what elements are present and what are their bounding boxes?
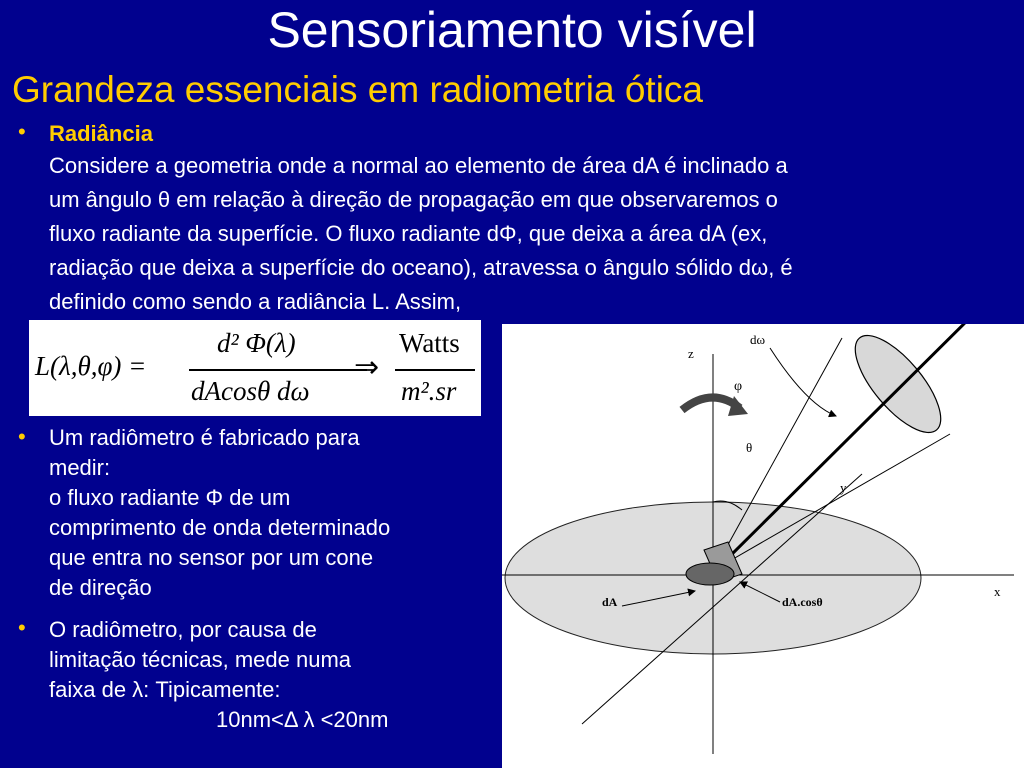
bullet-3-text (49, 618, 388, 738)
geometry-diagram (502, 324, 1024, 768)
bullet-1-line-2: um ângulo θ em relação à direção de propagação em que observaremos o (49, 187, 778, 212)
bullet-2-line-4: comprimento de onda determinado (49, 515, 391, 540)
bullet-3-range: 10nm<Δ λ <20nm (216, 707, 389, 732)
bullet-1-line-4: radiação que deixa a superfície do oceano), atravessa o ângulo sólido dω, é (49, 255, 793, 280)
bullet-2-marker: • (18, 424, 26, 449)
bullet-3-line-1: O radiômetro, por causa de (49, 617, 317, 642)
formula-unit-bar (395, 369, 475, 371)
label-dA: dA (602, 595, 618, 609)
bullet-3-line-3: faixa de λ: Tipicamente: (49, 677, 281, 702)
radiance-geometry-figure (502, 324, 1024, 768)
bullet-2-line-1: Um radiômetro é fabricado para (49, 425, 360, 450)
formula-numerator: d² Φ(λ) (217, 328, 296, 358)
domega-arrow (770, 348, 836, 416)
formula-unit-numerator: Watts (399, 328, 460, 358)
label-domega: dω (750, 332, 766, 347)
bullet-1-line-5: definido como sendo a radiância L. Assim, (49, 289, 462, 314)
bullet-3-line-2: limitação técnicas, mede numa (49, 647, 352, 672)
bullet-2-line-2: medir: (49, 455, 111, 480)
bullet-3-marker: • (18, 615, 26, 640)
label-z-axis: z (688, 346, 694, 361)
bullet-1-line-1: Considere a geometria onde a normal ao elemento de área dA é inclinado a (49, 153, 788, 178)
formula-lhs: L(λ,θ,φ) = (35, 351, 147, 381)
label-phi: φ (734, 379, 743, 394)
bullet-1-text (49, 119, 1019, 319)
formula-denominator: dAcosθ dω (191, 376, 310, 406)
bullet-2-text (49, 426, 390, 606)
formula-fraction-bar (189, 369, 367, 371)
slide-subtitle: Grandeza essenciais em radiometria ótica (12, 69, 703, 110)
radiance-formula (29, 320, 481, 416)
formula-unit-denominator: m².sr (401, 376, 457, 406)
bullet-2-line-3: o fluxo radiante Φ de um (49, 485, 291, 510)
bullet-1-marker: • (18, 119, 26, 144)
label-dAcos: dA.cosθ (782, 595, 823, 609)
slide-title: Sensoriamento visível (267, 2, 757, 58)
label-y-axis: y (840, 480, 847, 495)
label-theta: θ (746, 440, 753, 455)
bullet-1-heading: Radiância (49, 121, 153, 146)
bullet-2-line-5: que entra no sensor por um cone (49, 545, 374, 570)
bullet-2-line-6: de direção (49, 575, 152, 600)
bullet-1-line-3: fluxo radiante da superfície. O fluxo radiante dΦ, que deixa a área dA (ex, (49, 221, 768, 246)
label-x-axis: x (994, 584, 1001, 599)
formula-implies: ⇒ (354, 351, 380, 384)
dA-projection (686, 563, 734, 585)
